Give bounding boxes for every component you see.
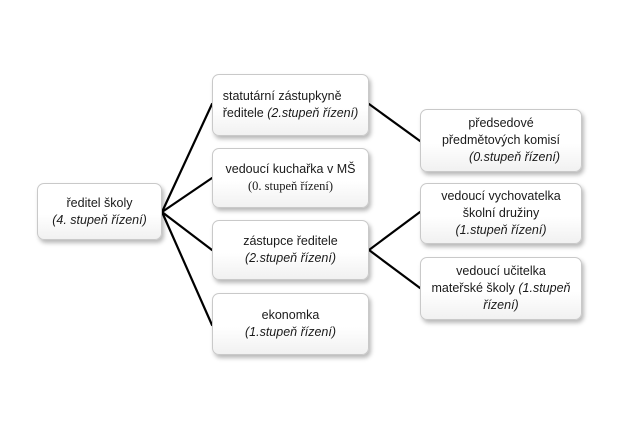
node-vedouci-vychovatelka-title-cont: školní družiny (462, 206, 540, 220)
node-ekonomka (212, 293, 369, 355)
node-ekonomka-level: (1.stupeň řízení) (244, 325, 336, 339)
node-vedouci-kucharka-title: vedoucí kuchařka v MŠ (225, 162, 356, 176)
node-zastupce-reditele (212, 220, 369, 280)
node-vedouci-ucitelka-level-cont: řízení) (483, 298, 519, 312)
node-reditel-skoly-level: (4. stupeň řízení) (52, 212, 147, 227)
node-zastupce-reditele-level: (2.stupeň řízení) (244, 251, 336, 265)
node-statutarni-zastupkyne-level: (2.stupeň řízení) (267, 106, 359, 120)
node-reditel-skoly (37, 183, 162, 240)
node-zastupce-reditele-title: zástupce ředitele (243, 234, 338, 248)
node-vedouci-ucitelka (420, 257, 582, 320)
node-vedouci-vychovatelka-level: (1.stupeň řízení) (455, 223, 547, 237)
node-predsedove-komisi-title: předsedové (468, 116, 534, 130)
node-ekonomka-title: ekonomka (261, 308, 320, 322)
node-vedouci-vychovatelka-title: vedoucí vychovatelka (441, 189, 561, 203)
node-reditel-skoly-title: ředitel školy (66, 195, 133, 210)
connector-statutarni-predsedove (369, 104, 420, 141)
node-vedouci-kucharka (212, 148, 369, 208)
node-vedouci-ucitelka-title: vedoucí učitelka (456, 264, 546, 278)
node-statutarni-zastupkyne-title: statutární zástupkyně (222, 89, 342, 103)
node-statutarni-zastupkyne (212, 74, 369, 136)
node-predsedove-komisi-level: (0.stupeň řízení) (469, 150, 561, 164)
node-vedouci-kucharka-level: (0. stupeň řízení) (247, 179, 334, 193)
node-statutarni-zastupkyne-title-cont: ředitele (222, 106, 268, 120)
node-vedouci-ucitelka-level: (1.stupeň (518, 281, 571, 295)
connector-zastupce-ucitelka (369, 250, 420, 288)
node-predsedove-komisi (420, 109, 582, 172)
connector-zastupce-vychovatelka (369, 212, 420, 250)
node-predsedove-komisi-title-cont: předmětových komisí (441, 133, 561, 147)
node-vedouci-vychovatelka (420, 183, 582, 244)
connector-root-ekonomka (162, 212, 212, 325)
node-vedouci-ucitelka-title-cont: mateřské školy (431, 281, 519, 295)
